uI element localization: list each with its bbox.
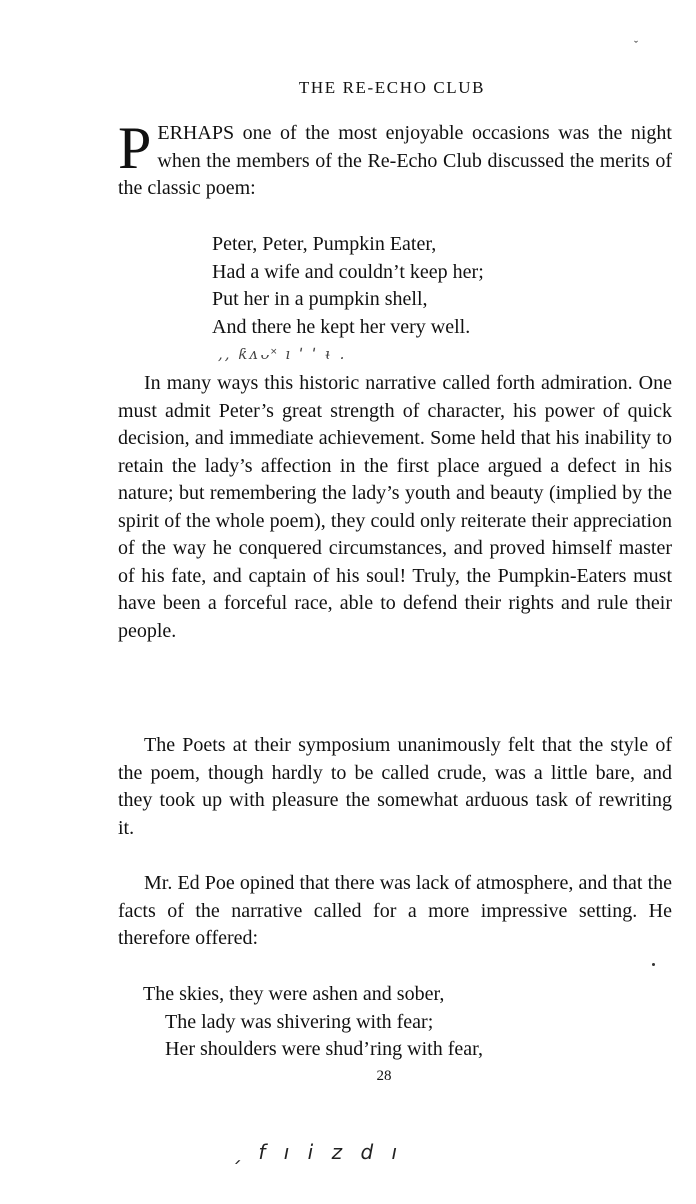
paragraph-text: In many ways this historic narrative called forth admiration. One must admit Peter’s great strength of character, his power of quick decision, and immediate achievement. Some held that his inability to retain the lady’s affection in the first place argued a defect in his nature; but remembering the lady’s youth and beauty (implied by the spirit of the whole poem), they could only reiterate their appreciation of the way he conquered circumstances, and proved himself master of his fate, and captain of his soul! Truly, the Pumpkin-Eaters must have been a forceful race, able to defend their rights and rule their people. xyxy=(118,372,672,642)
paragraph-text: Mr. Ed Poe opined that there was lack of atmosphere, and that the facts of the narrative called for a more impressive setting. He therefore offered: xyxy=(118,872,672,949)
page-number: 28 xyxy=(376,1068,392,1084)
verse-line: Had a wife and couldn’t keep her; xyxy=(212,260,484,283)
marginal-scribble: ,, ƙᴧᴗ˟ ı ˈ ˈ ᵼ . xyxy=(218,345,347,363)
paragraph-text: The Poets at their symposium unanimously felt that the style of the poem, though hardly to be called crude, was a little bare, and they took up with pleasure the somewhat arduous task of rewriting it. xyxy=(118,734,672,839)
stray-dot xyxy=(652,963,655,966)
verse-line: The lady was shivering with fear; xyxy=(165,1010,434,1033)
opening-text: ERHAPS one of the most enjoyable occasions was the night when the members of the Re-Echo Club discussed the merits of the classic poem: xyxy=(118,122,672,199)
verse-line: Her shoulders were shud’ring with fear, xyxy=(165,1038,483,1060)
verse-line: Peter, Peter, Pumpkin Eater, xyxy=(212,233,437,255)
bottom-scribble: ˏ f ı i z d ı xyxy=(230,1140,404,1164)
verse-poe xyxy=(143,981,483,1064)
verse-line: The skies, they were ashen and sober, xyxy=(143,983,445,1005)
body-paragraph-2 xyxy=(118,732,672,842)
verse-line: Put her in a pumpkin shell, xyxy=(212,288,428,310)
body-paragraph-1 xyxy=(118,370,672,645)
drop-cap: P xyxy=(118,115,152,181)
verse-peter-peter xyxy=(212,231,484,341)
body-paragraph-3 xyxy=(118,870,672,953)
verse-line: And there he kept her very well. xyxy=(212,315,471,338)
running-head: THE RE-ECHO CLUB xyxy=(298,78,486,97)
corner-mark: ˇ xyxy=(634,38,638,52)
opening-paragraph xyxy=(118,115,672,203)
